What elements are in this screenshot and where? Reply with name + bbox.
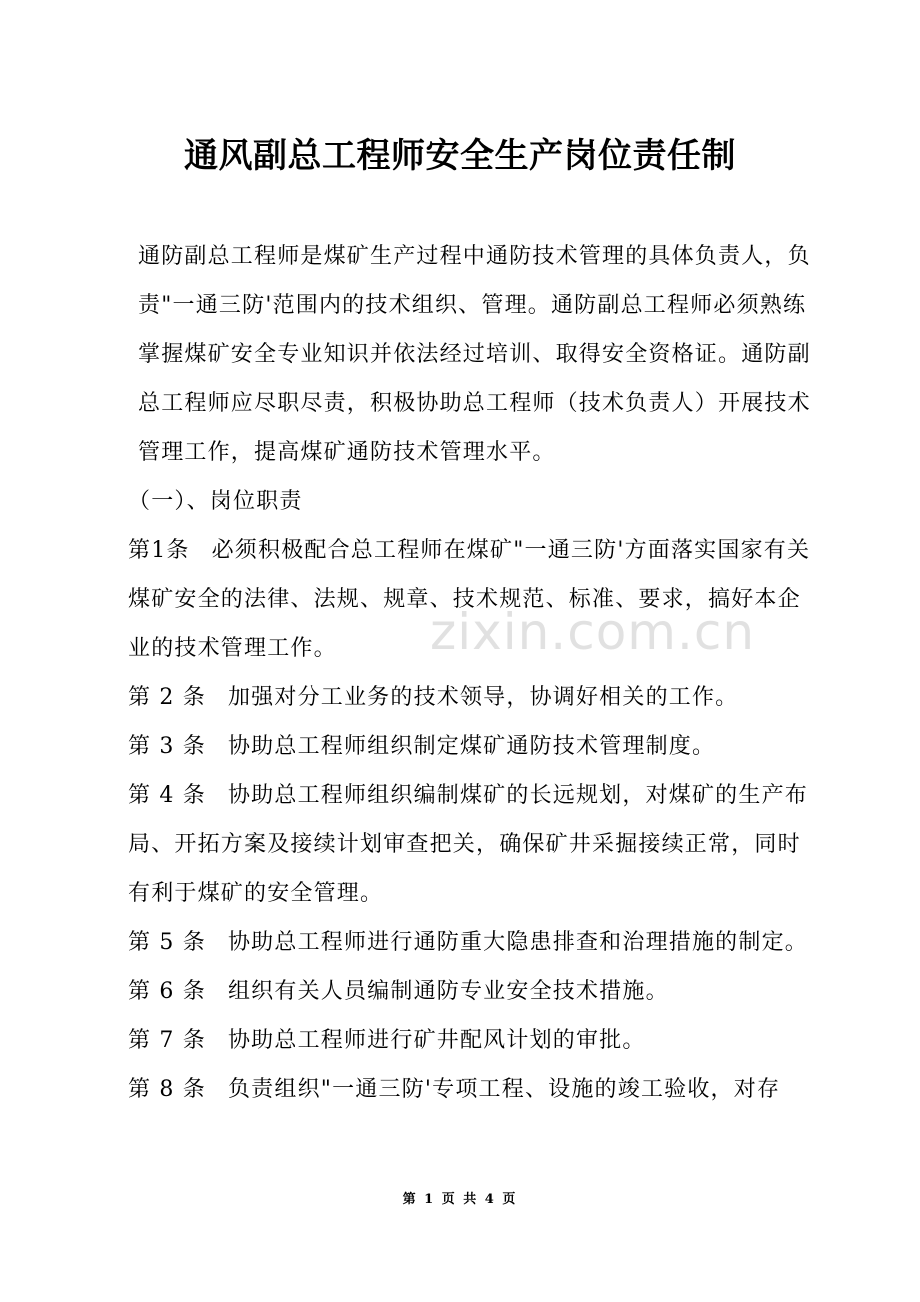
article-text: 负责组织"一通三防'专项工程、设施的竣工验收，对存 <box>227 1077 781 1102</box>
document-body <box>116 232 816 1114</box>
article-number: 第 7 条 <box>128 1028 206 1053</box>
article-text: 协助总工程师组织编制煤矿的长远规划，对煤矿的生产布局、开拓方案及接续计划审查把关，确保矿井采掘接续正常，同时有利于煤矿的安全管理。 <box>128 783 808 906</box>
article-number: 第 8 条 <box>128 1077 206 1102</box>
article-number: 第1条 <box>128 538 190 563</box>
article-number: 第 6 条 <box>128 979 206 1004</box>
document-title: 通风副总工程师安全生产岗位责任制 <box>184 136 736 176</box>
article-text: 加强对分工业务的技术领导，协调好相关的工作。 <box>227 685 739 710</box>
article-number: 第 2 条 <box>128 685 206 710</box>
article-3 <box>116 722 816 771</box>
article-number: 第 3 条 <box>128 734 206 759</box>
article-number: 第 5 条 <box>128 930 206 955</box>
article-2 <box>116 673 816 722</box>
article-text: 必须积极配合总工程师在煤矿"一通三防'方面落实国家有关煤矿安全的法律、法规、规章、技术规范、标准、要求，搞好本企业的技术管理工作。 <box>128 538 811 661</box>
article-7 <box>116 1016 816 1065</box>
page-footer: 第 1 页 共 4 页 <box>402 1192 518 1207</box>
article-6 <box>116 967 816 1016</box>
watermark: zixin.com.cn <box>430 603 756 661</box>
article-text: 组织有关人员编制通防专业安全技术措施。 <box>227 979 669 1004</box>
article-4 <box>116 771 816 918</box>
article-text: 协助总工程师进行矿井配风计划的审批。 <box>227 1028 646 1053</box>
article-number: 第 4 条 <box>128 783 206 808</box>
intro-paragraph: 通防副总工程师是煤矿生产过程中通防技术管理的具体负责人，负责"一通三防'范围内的技术组织、管理。通防副总工程师必须熟练掌握煤矿安全专业知识并依法经过培训、取得安全资格证。通防副总工程师应尽职尽责，积极协助总工程师（技术负责人）开展技术管理工作，提高煤矿通防技术管理水平。 <box>138 244 811 465</box>
article-text: 协助总工程师进行通防重大隐患排查和治理措施的制定。 <box>227 930 808 955</box>
article-5 <box>116 918 816 967</box>
section-heading: （一）、岗位职责 <box>128 489 303 514</box>
article-8 <box>116 1065 816 1114</box>
article-text: 协助总工程师组织制定煤矿通防技术管理制度。 <box>227 734 716 759</box>
